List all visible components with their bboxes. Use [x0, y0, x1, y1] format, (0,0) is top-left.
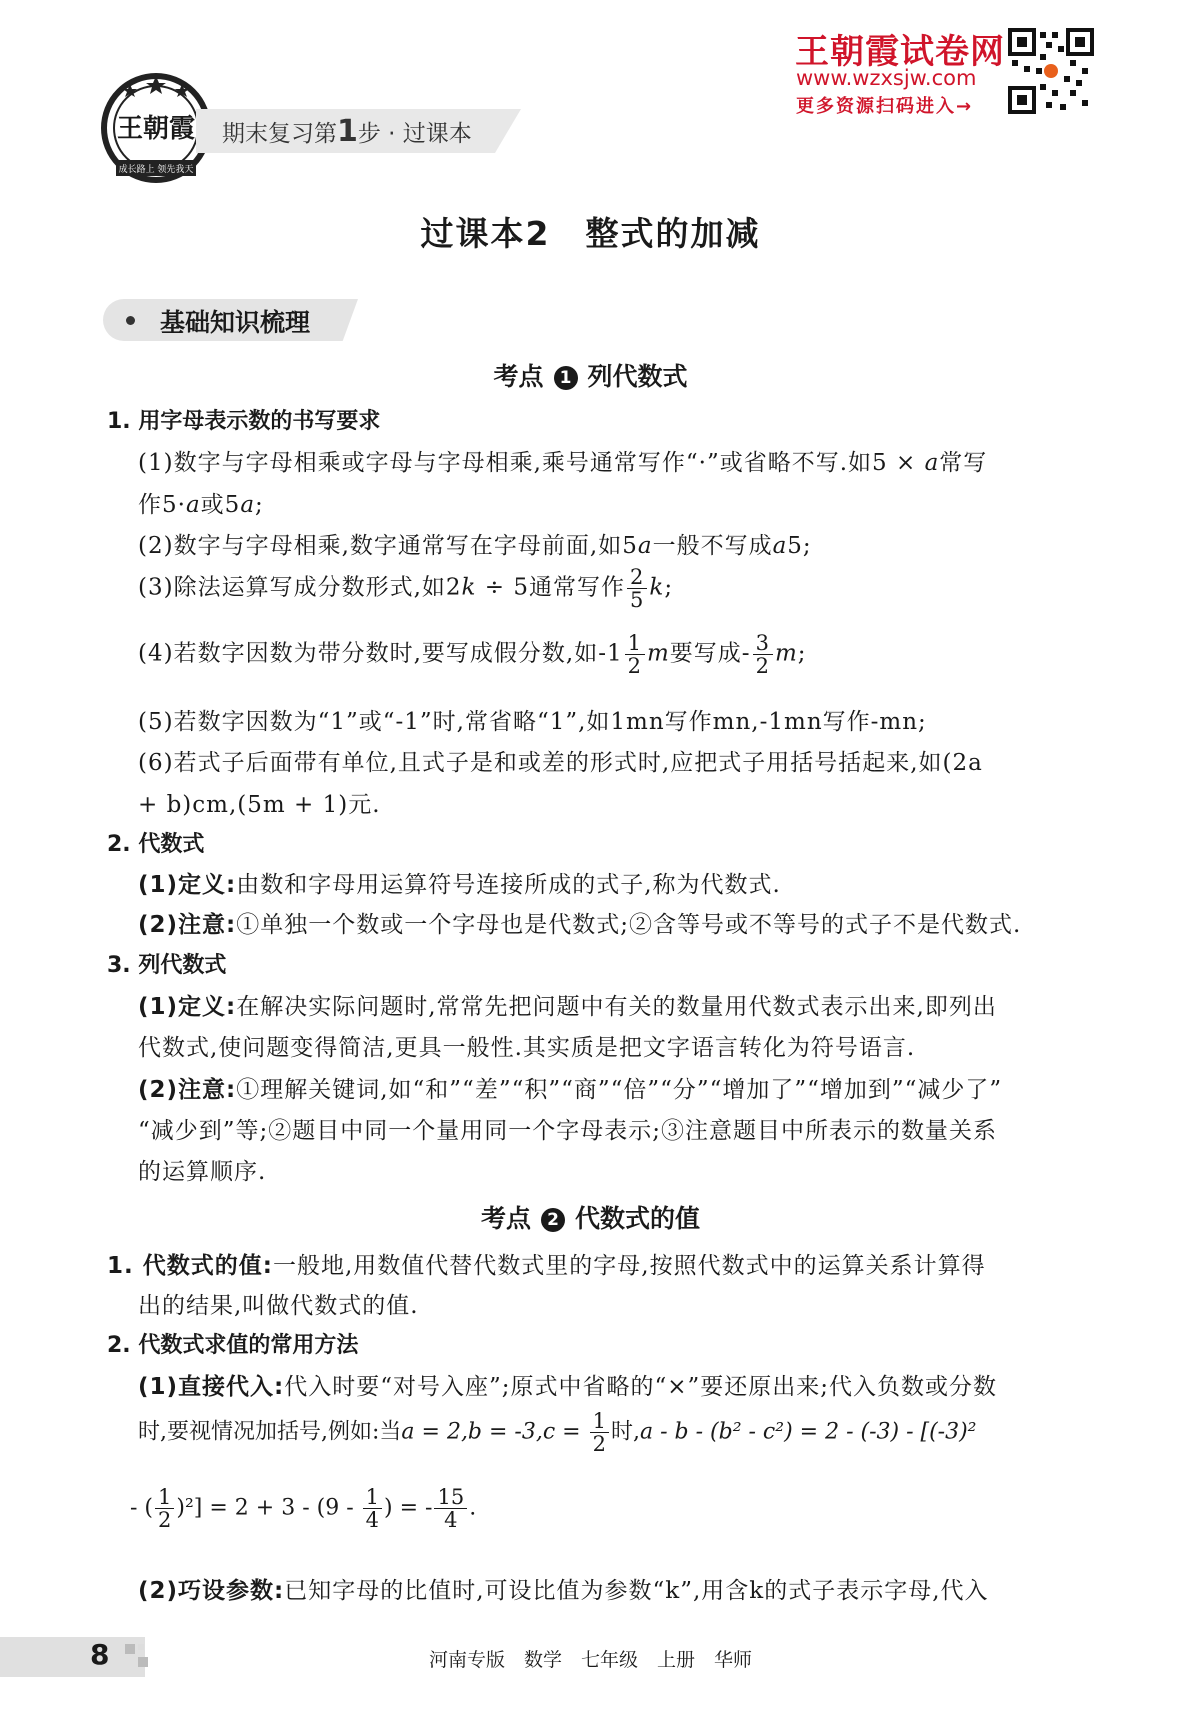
s1-line-2: [138, 527, 812, 560]
kaodian-2-pre: 考点: [480, 1204, 531, 1233]
s3-line-1-label: (1)定义:: [138, 994, 237, 1020]
s1-line-4-mid: 要写成-: [669, 640, 751, 667]
s1-line-1a-end: 常写: [939, 450, 988, 476]
t2-line-1-text: 代入时要“对号入座”;原式中省略的“×”要还原出来;代入负数或分数: [284, 1374, 998, 1400]
s1-line-2-pre: (2)数字与字母相乘,数字通常写在字母前面,如5: [138, 533, 638, 559]
s2-line-1-text: 由数和字母用运算符号连接所成的式子,称为代数式.: [236, 872, 781, 898]
s1-heading: 1. 用字母表示数的书写要求: [107, 409, 381, 434]
t2-line-2: [138, 1572, 989, 1605]
page-number: 8: [90, 1638, 110, 1671]
s1-line-4: [138, 632, 807, 677]
s3-line-2b: “减少到”等;②题目中同一个量用同一个字母表示;③注意题目中所表示的数量关系: [138, 1118, 998, 1144]
t2-line-1c-fraction-3: [434, 1486, 467, 1531]
s2-heading: 2. 代数式: [107, 832, 205, 857]
header-step-num: 1: [337, 114, 358, 149]
t2-line-1: [138, 1368, 997, 1401]
t1-line-2: 出的结果,叫做代数式的值.: [138, 1293, 419, 1319]
s1-line-4-fraction-2: [753, 632, 773, 677]
s1-line-4-fraction-1: [625, 632, 645, 677]
t1-label: 1. 代数式的值:: [107, 1253, 273, 1279]
s1-line-3-mid: ÷ 5通常写作: [476, 574, 625, 601]
qr-code-icon[interactable]: [1008, 28, 1094, 114]
s1-line-1a-var: a: [924, 450, 940, 476]
t2-line-1c-fraction-2: [363, 1486, 382, 1531]
s1-line-4-end: ;: [797, 640, 807, 667]
s1-line-4-frac2-num: 3: [753, 632, 773, 655]
s2-line-1-label: (1)定义:: [138, 872, 237, 898]
s1-line-3-v: k: [461, 574, 477, 601]
s2-line-2-label: (2)注意:: [138, 912, 237, 938]
s2-line-2-text: ①单独一个数或一个字母也是代数式;②含等号或不等号的式子不是代数式.: [236, 912, 1022, 938]
t2-line-1c-frac3-num: 15: [434, 1486, 467, 1509]
s3-line-2-text: ①理解关键词,如“和”“差”“积”“商”“倍”“分”“增加了”“增加到”“减少了”: [236, 1077, 1003, 1103]
t2-line-1c-frac2-den: 4: [365, 1508, 380, 1533]
s1-line-4-frac2-den: 2: [755, 654, 770, 679]
t2-line-1c-frac3-den: 4: [444, 1508, 458, 1533]
s1-line-4-frac1-num: 1: [625, 632, 645, 655]
header-step-pre: 期末复习第: [222, 121, 337, 147]
header-step-post: 步 · 过课本: [357, 121, 472, 147]
s1-line-3-frac-num: 2: [627, 566, 647, 589]
kaodian-1-number: 1: [554, 366, 578, 390]
s1-line-2-mid: 一般不写成: [652, 533, 773, 559]
s3-line-1b: 代数式,使问题变得简洁,更具一般性.其实质是把文字语言转化为符号语言.: [138, 1035, 916, 1061]
s1-line-2-end: 5;: [787, 533, 812, 559]
t2-line-1c: [130, 1486, 476, 1531]
t2-line-2-label: (2)巧设参数:: [138, 1578, 285, 1604]
s1-line-1b-v1: a: [185, 492, 201, 518]
s1-line-3-v2: k: [649, 574, 665, 601]
footer-info: 河南专版 数学 七年级 上册 华师: [428, 1649, 752, 1671]
site-url: www.wzxsjw.com: [796, 66, 977, 90]
s3-line-2: [138, 1071, 1002, 1104]
header-step: [222, 114, 472, 149]
t2-line-1c-c: ) = -: [384, 1495, 433, 1521]
s1-line-1a: [138, 444, 987, 477]
t2-line-1c-frac2-num: 1: [363, 1486, 382, 1509]
brand-logo: [100, 72, 212, 184]
kaodian-1-pre: 考点: [493, 362, 544, 391]
s1-line-5: (5)若数字因数为“1”或“-1”时,常省略“1”,如1mn写作mn,-1mn写作-mn;: [138, 709, 927, 735]
logo-text: 王朝霞: [116, 114, 195, 144]
t1-line-1: [107, 1247, 986, 1280]
s1-line-1b-v2: a: [240, 492, 256, 518]
s1-line-1a-text: (1)数字与字母相乘或字母与字母相乘,乘号通常写作“·”或省略不写.如5 ×: [138, 450, 925, 476]
s2-line-2: [138, 906, 1021, 939]
s1-line-3-pre: (3)除法运算写成分数形式,如2: [138, 574, 462, 601]
kaodian-1-heading: [0, 357, 1181, 393]
logo-subtext: 成长路上 领先我天: [118, 165, 194, 175]
t2-line-1b-frac-den: 2: [592, 1432, 606, 1457]
s1-line-3: [138, 566, 673, 611]
t2-line-2-text: 已知字母的比值时,可设比值为参数“k”,用含k的式子表示字母,代入: [284, 1578, 989, 1604]
t2-line-1b-expr: a - b - (b² - c²) = 2 - (-3) - [(-3)²: [639, 1419, 977, 1445]
s3-heading: 3. 列代数式: [107, 953, 227, 978]
s1-line-1b-end: ;: [255, 492, 264, 518]
t2-line-1-label: (1)直接代入:: [138, 1374, 285, 1400]
page-title: 过课本2 整式的加减: [420, 214, 761, 253]
s1-line-4-frac1-den: 2: [627, 654, 642, 679]
t2-line-1c-fraction-1: [155, 1486, 174, 1531]
s3-line-1-text: 在解决实际问题时,常常先把问题中有关的数量用代数式表示出来,即列出: [236, 994, 997, 1020]
t2-line-1c-a: - (: [130, 1495, 154, 1521]
t2-line-1c-b: )²] = 2 + 3 - (9 -: [176, 1495, 361, 1521]
t2-line-1b-fraction: [590, 1410, 609, 1455]
site-tip: 更多资源扫码进入→: [796, 96, 974, 117]
t2-line-1b: [138, 1410, 977, 1455]
s1-line-2-v1: a: [637, 533, 653, 559]
s1-line-3-end: ;: [664, 574, 674, 601]
t2-line-1b-frac-num: 1: [590, 1410, 609, 1433]
kaodian-2-number: 2: [541, 1208, 565, 1232]
s1-line-4-v2: m: [774, 640, 798, 667]
section-tag-dot-icon: [126, 316, 135, 325]
kaodian-2-title: 代数式的值: [575, 1204, 701, 1233]
t1-text: 一般地,用数值代替代数式里的字母,按照代数式中的运算关系计算得: [272, 1253, 986, 1279]
s2-line-1: [138, 866, 781, 899]
s1-line-6a: (6)若式子后面带有单位,且式子是和或差的形式时,应把式子用括号括起来,如(2a: [138, 750, 983, 776]
kaodian-2-heading: [0, 1199, 1181, 1235]
site-name: 王朝霞试卷网: [795, 32, 1005, 72]
t2-line-1b-when: 时,: [610, 1419, 640, 1445]
s1-line-4-v1: m: [646, 640, 670, 667]
s1-line-4-pre: (4)若数字因数为带分数时,要写成假分数,如-1: [138, 640, 623, 667]
s1-line-2-v2: a: [772, 533, 788, 559]
s1-line-3-fraction: [627, 566, 647, 611]
s1-line-6b: + b)cm,(5m + 1)元.: [138, 792, 381, 818]
s1-line-1b-mid: 或5: [200, 492, 241, 518]
t2-heading: 2. 代数式求值的常用方法: [107, 1333, 359, 1358]
kaodian-1-title: 列代数式: [587, 362, 688, 391]
t2-line-1b-cond: a = 2,b = -3,c =: [401, 1419, 588, 1445]
section-tag-label: 基础知识梳理: [160, 308, 311, 337]
t2-line-1c-frac1-num: 1: [155, 1486, 174, 1509]
s3-line-2c: 的运算顺序.: [138, 1159, 267, 1185]
t2-line-1c-end: .: [469, 1495, 477, 1521]
s1-line-1b: [138, 486, 264, 519]
s1-line-1b-pre: 作5·: [138, 492, 186, 518]
t2-line-1c-frac1-den: 2: [158, 1508, 172, 1533]
s3-line-1: [138, 988, 997, 1021]
s1-line-3-frac-den: 5: [630, 588, 645, 613]
t2-line-1b-pre: 时,要视情况加括号,例如:当: [138, 1419, 402, 1445]
s3-line-2-label: (2)注意:: [138, 1077, 237, 1103]
